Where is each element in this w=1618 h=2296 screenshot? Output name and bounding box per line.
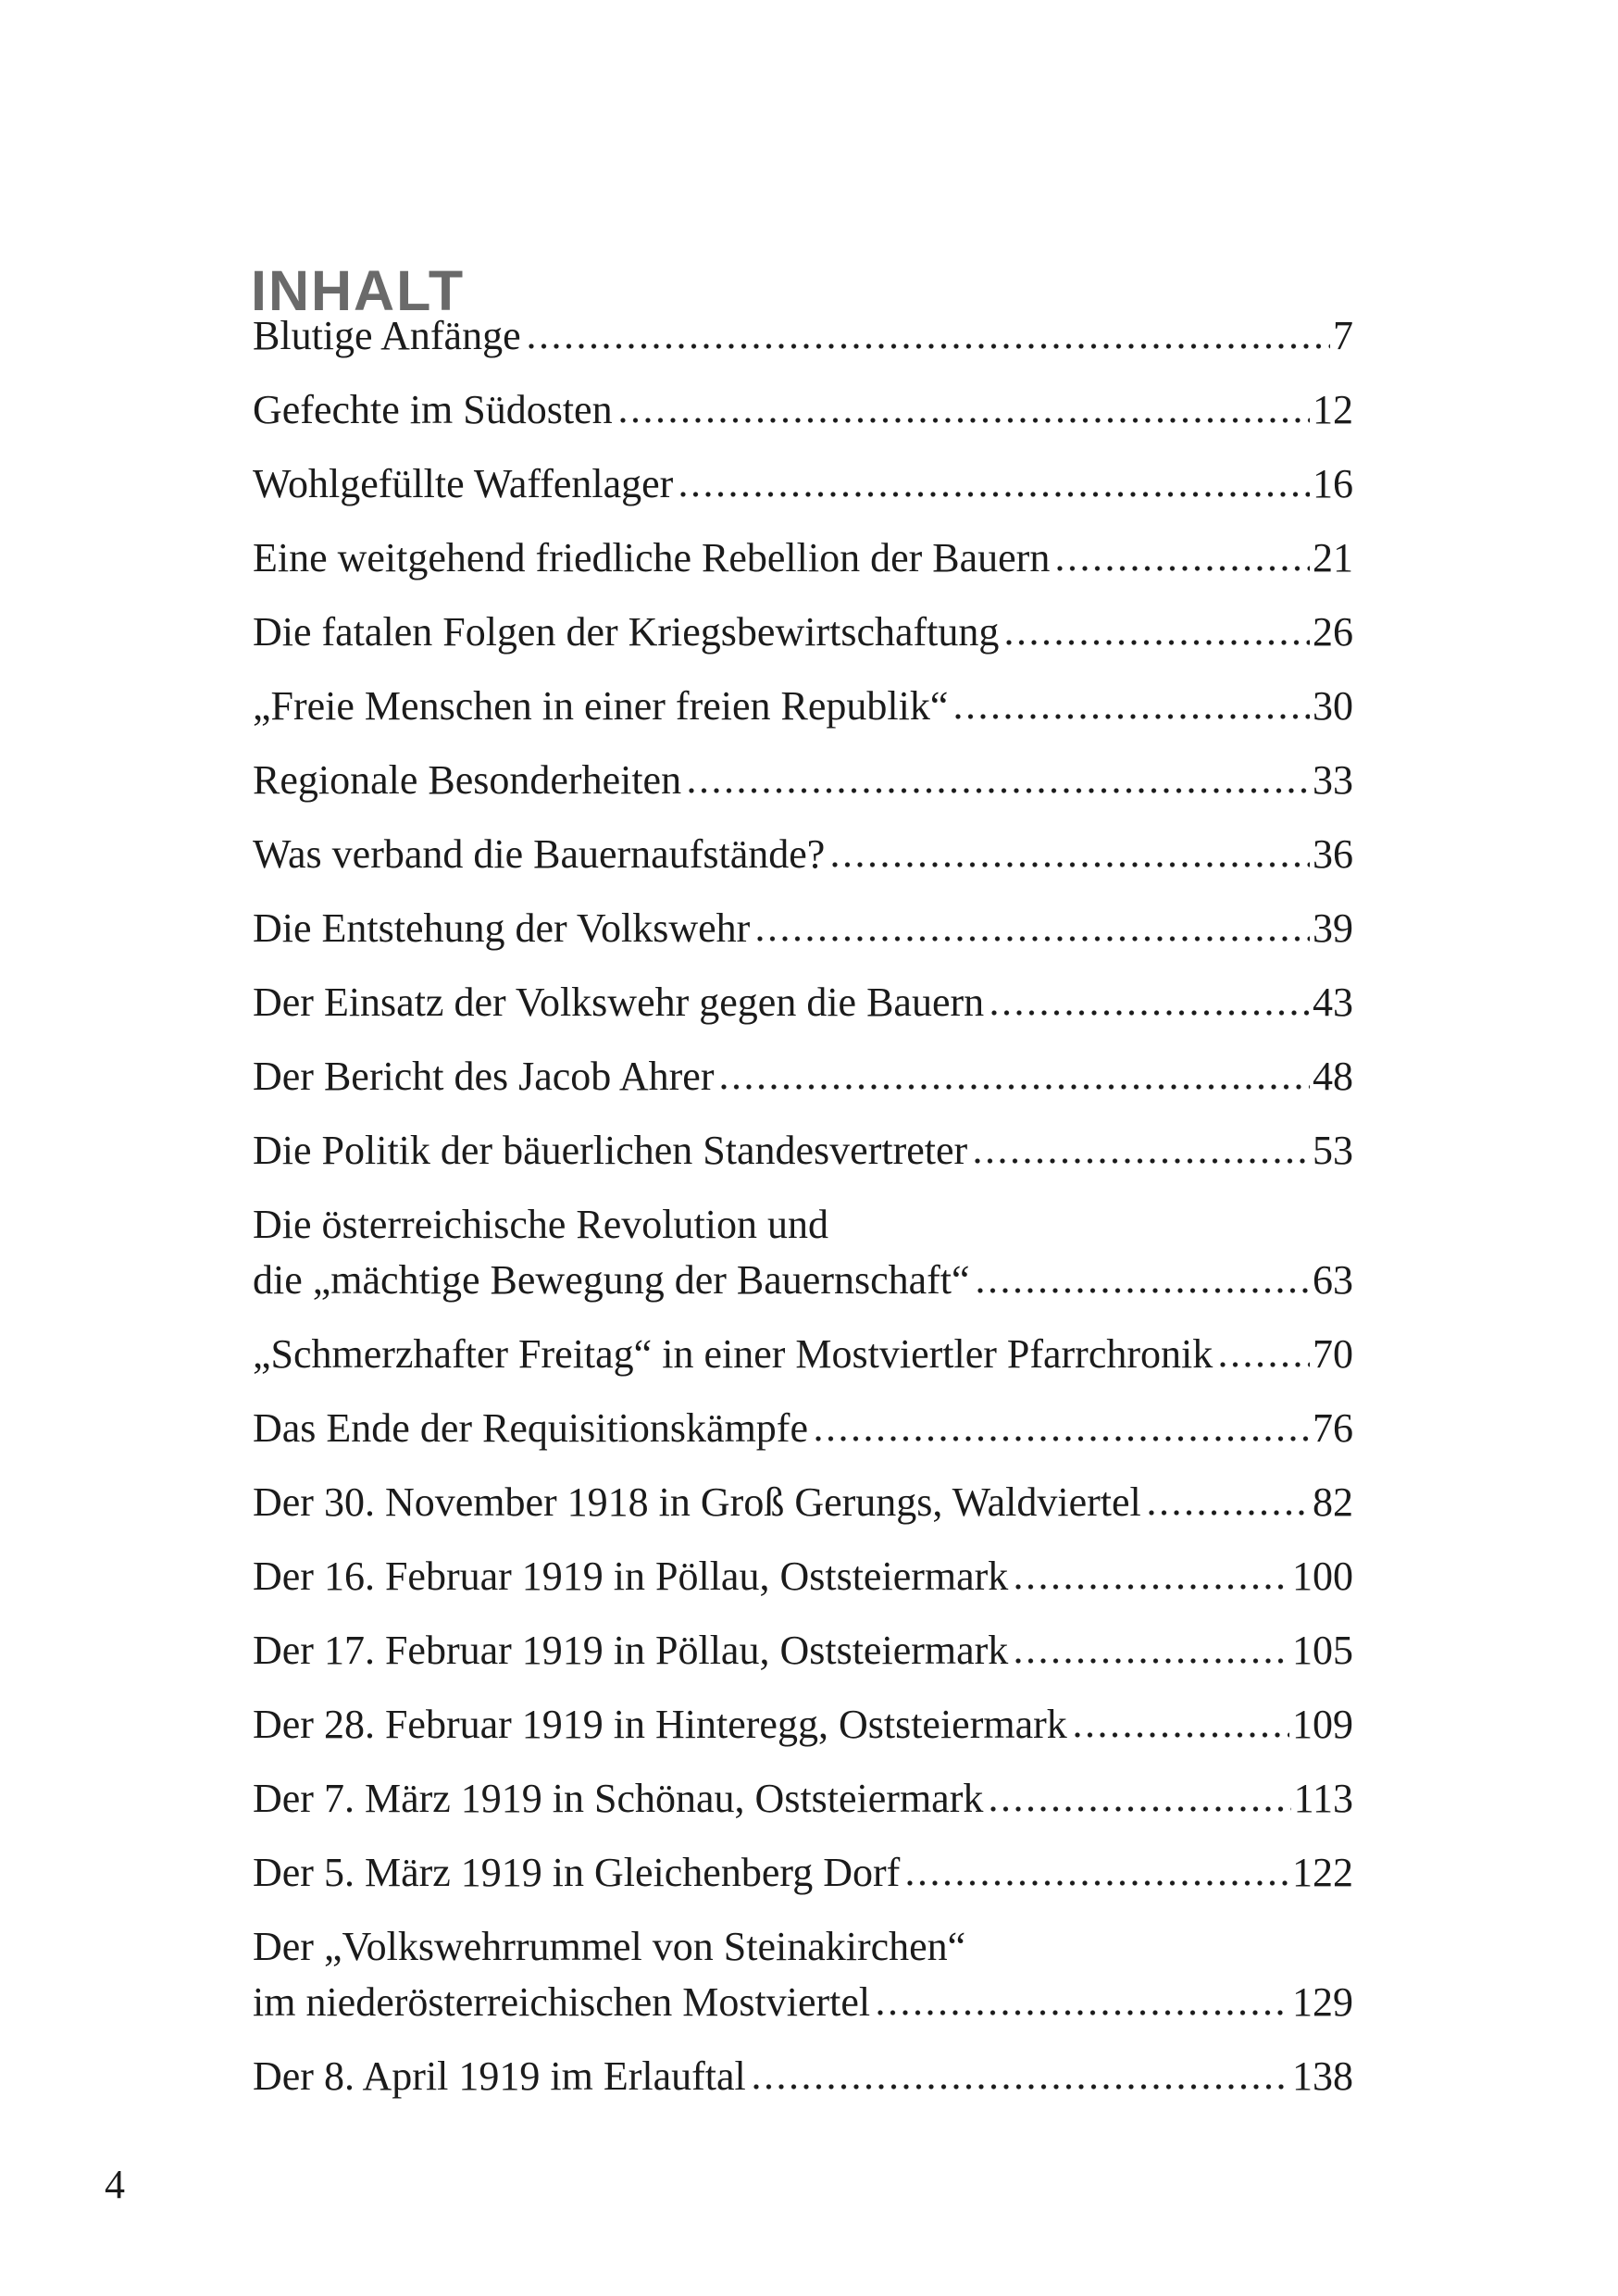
toc-entry: [253, 1905, 1353, 2035]
toc-entry: [253, 294, 1353, 368]
page-number-folio: 4: [105, 2162, 125, 2207]
toc-entry: [253, 368, 1353, 443]
toc-entry-page: 33: [1313, 757, 1353, 803]
dot-leader: [907, 1880, 1289, 1886]
toc-entry: [253, 1387, 1353, 1461]
toc-entry-page: 39: [1313, 905, 1353, 951]
toc-entry-page: 7: [1333, 313, 1353, 358]
toc-entry-title: Der 7. März 1919 in Schönau, Oststeiermark: [253, 1776, 984, 1821]
toc-entry-title: Der 17. Februar 1919 in Pöllau, Oststeiermark: [253, 1628, 1009, 1673]
toc-entry-page: 21: [1313, 535, 1353, 580]
toc-entry-title: die „mächtige Bewegung der Bauernschaft“: [253, 1257, 970, 1303]
dot-leader: [620, 418, 1310, 423]
toc-entry-title: Der Bericht des Jacob Ahrer: [253, 1054, 715, 1099]
toc-entry: [253, 1535, 1353, 1609]
dot-leader: [1149, 1510, 1310, 1516]
dot-leader: [977, 1288, 1310, 1293]
toc-entry: [253, 517, 1353, 591]
dot-leader: [815, 1436, 1310, 1441]
toc-entry: [253, 1609, 1353, 1683]
toc-entry-title: Der 30. November 1918 in Groß Gerungs, Waldviertel: [253, 1479, 1141, 1525]
dot-leader: [877, 2010, 1289, 2015]
toc-entry-title: Gefechte im Südosten: [253, 387, 613, 432]
toc-entry-page: 129: [1292, 1979, 1353, 2025]
toc-entry-page: 82: [1313, 1479, 1353, 1525]
toc-entry-page: 138: [1292, 2053, 1353, 2099]
toc-entry-title: Blutige Anfänge: [253, 313, 521, 358]
toc-entry-title: Die fatalen Folgen der Kriegsbewirtschaftung: [253, 609, 1000, 655]
toc-entry-page: 53: [1313, 1128, 1353, 1173]
toc-entry-page: 113: [1293, 1776, 1353, 1821]
toc-entry: [253, 1757, 1353, 1831]
toc-entry: [253, 665, 1353, 739]
toc-entry-title: Das Ende der Requisitionskämpfe: [253, 1405, 808, 1451]
toc-entry-title: Der 5. März 1919 in Gleichenberg Dorf: [253, 1850, 901, 1895]
table-of-contents: [253, 294, 1353, 2109]
toc-entry: [253, 1313, 1353, 1387]
toc-entry: [253, 2035, 1353, 2109]
dot-leader: [955, 714, 1310, 719]
toc-entry-page: 70: [1313, 1331, 1353, 1377]
dot-leader: [1057, 566, 1310, 571]
toc-entry-page: 63: [1313, 1257, 1353, 1303]
toc-entry: [253, 1683, 1353, 1757]
toc-entry-page: 43: [1313, 980, 1353, 1025]
toc-entry-line: [253, 1979, 1353, 2025]
toc-entry: [253, 813, 1353, 887]
toc-entry: [253, 443, 1353, 517]
toc-entry-title: Die Entstehung der Volkswehr: [253, 905, 751, 951]
toc-entry-title: Die österreichische Revolution und: [253, 1202, 828, 1247]
toc-entry: [253, 1109, 1353, 1183]
dot-leader: [680, 492, 1310, 497]
dot-leader: [757, 936, 1310, 942]
dot-leader: [1006, 640, 1310, 645]
toc-entry-line: [253, 1924, 1353, 1969]
toc-entry: [253, 1035, 1353, 1109]
toc-entry-page: 36: [1313, 831, 1353, 877]
toc-entry-title: im niederösterreichischen Mostviertel: [253, 1979, 871, 2025]
dot-leader: [990, 1806, 1290, 1812]
toc-entry: [253, 739, 1353, 813]
toc-entry-title: Die Politik der bäuerlichen Standesvertreter: [253, 1128, 968, 1173]
dot-leader: [1075, 1732, 1289, 1738]
toc-entry-page: 122: [1292, 1850, 1353, 1895]
toc-entry: [253, 887, 1353, 961]
toc-entry: [253, 1183, 1353, 1313]
toc-entry-page: 26: [1313, 609, 1353, 655]
toc-entry-title: Der 16. Februar 1919 in Pöllau, Oststeiermark: [253, 1554, 1009, 1599]
toc-entry-page: 76: [1313, 1405, 1353, 1451]
toc-entry: [253, 1831, 1353, 1905]
toc-entry-title: Was verband die Bauernaufstände?: [253, 831, 826, 877]
toc-entry-page: 12: [1313, 387, 1353, 432]
toc-entry-line: [253, 1257, 1353, 1303]
dot-leader: [1015, 1658, 1289, 1664]
dot-leader: [991, 1010, 1310, 1016]
toc-entry-page: 48: [1313, 1054, 1353, 1099]
toc-entry-title: Der 28. Februar 1919 in Hinteregg, Oststeiermark: [253, 1702, 1067, 1747]
toc-entry-title: „Schmerzhafter Freitag“ in einer Mostviertler Pfarrchronik: [253, 1331, 1214, 1377]
dot-leader: [689, 788, 1310, 793]
toc-entry-title: Der 8. April 1919 im Erlauftal: [253, 2053, 746, 2099]
toc-entry-title: Der Einsatz der Volkswehr gegen die Bauern: [253, 980, 985, 1025]
toc-entry-title: Regionale Besonderheiten: [253, 757, 682, 803]
dot-leader: [1015, 1584, 1289, 1590]
toc-entry-line: [253, 1204, 1353, 1245]
toc-entry-title: Eine weitgehend friedliche Rebellion der Bauern: [253, 535, 1051, 580]
dot-leader: [753, 2084, 1289, 2090]
toc-entry-page: 100: [1292, 1554, 1353, 1599]
toc-entry-page: 109: [1292, 1702, 1353, 1747]
page-title: INHALT: [251, 258, 466, 322]
dot-leader: [975, 1158, 1310, 1164]
toc-entry-title: „Freie Menschen in einer freien Republik“: [253, 683, 949, 729]
toc-entry-page: 105: [1292, 1628, 1353, 1673]
toc-entry: [253, 1461, 1353, 1535]
toc-entry-title: Der „Volkswehrrummel von Steinakirchen“: [253, 1924, 966, 1969]
toc-entry-title: Wohlgefüllte Waffenlager: [253, 461, 674, 506]
toc-entry-page: 16: [1313, 461, 1353, 506]
dot-leader: [529, 343, 1330, 349]
dot-leader: [1220, 1362, 1310, 1367]
toc-entry: [253, 961, 1353, 1035]
toc-entry-page: 30: [1313, 683, 1353, 729]
toc-entry: [253, 591, 1353, 665]
dot-leader: [721, 1084, 1310, 1090]
dot-leader: [832, 862, 1310, 867]
